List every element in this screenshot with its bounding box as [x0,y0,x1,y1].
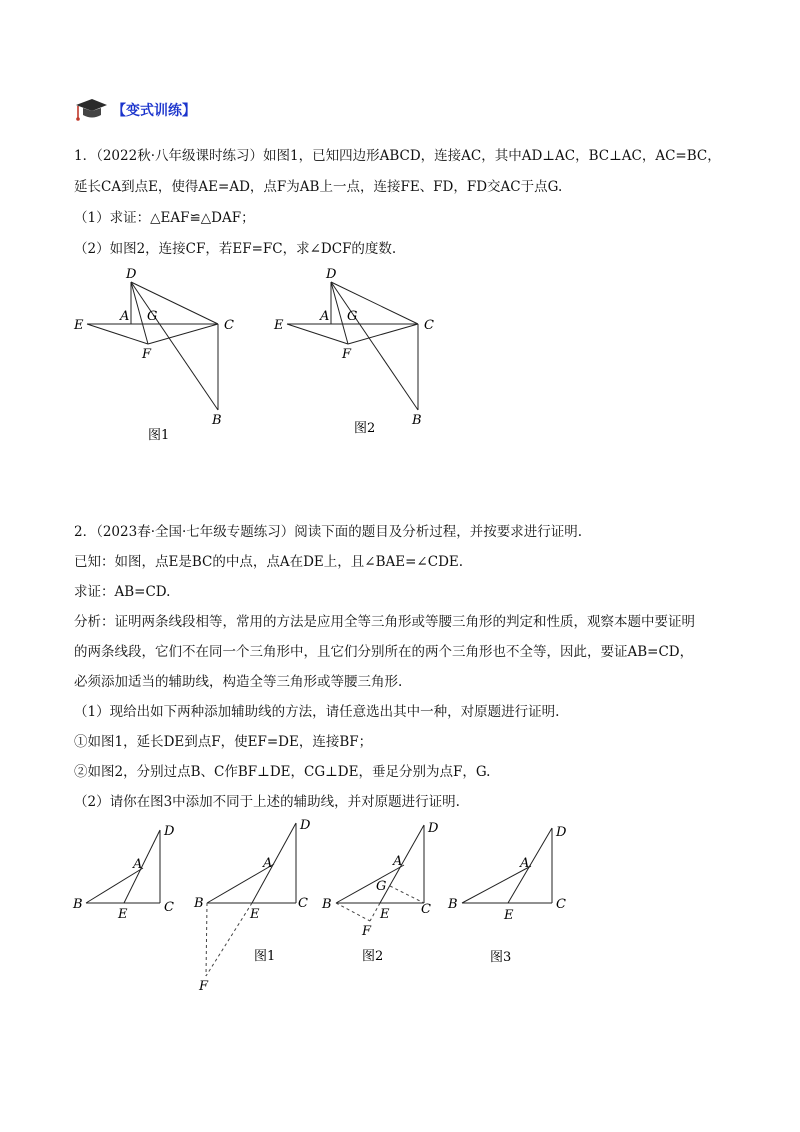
p2-figure2 [318,820,448,970]
p2-given: 已知：如图，点E是BC的中点，点A在DE上，且∠BAE=∠CDE. [74,554,464,570]
p2-figure1-caption: 图1 [254,949,276,964]
point-label-D: D [556,825,567,840]
p2-figure2-caption: 图2 [362,949,384,964]
point-label-B: B [412,413,422,428]
p2-analysis2: 的两条线段，它们不在同一个三角形中，且它们分别所在的两个三角形也不全等，因此，要证AB=CD， [74,644,694,660]
point-label-E: E [274,318,284,333]
point-label-C: C [298,896,308,911]
point-label-C: C [224,318,234,333]
point-label-A: A [120,309,130,324]
point-label-G: G [376,879,387,894]
point-label-F: F [199,979,209,994]
point-label-A: A [133,857,143,872]
point-label-B: B [448,897,458,912]
point-label-C: C [164,900,174,915]
p2-line1: 2．（2023春·全国·七年级专题练习）阅读下面的题目及分析过程，并按要求进行证明. [74,524,583,540]
section-title: 【变式训练】 [112,103,196,119]
graduation-cap-icon [74,96,108,122]
p1-question2: （2）如图2，连接CF，若EF=FC，求∠DCF的度数. [74,241,397,257]
point-label-B: B [73,897,83,912]
p1-question1: （1）求证：△EAF≌△DAF； [74,210,255,226]
p2-figure-base [70,820,190,930]
point-label-F: F [342,347,352,362]
section-header [74,96,196,122]
p1-line2: 延长CA到点E，使得AE=AD，点F为AB上一点，连接FE、FD，FD交AC于点G. [74,179,563,195]
point-label-C: C [421,902,431,917]
p1-figure1-caption: 图1 [148,428,170,443]
p1-figure1 [70,262,270,442]
point-label-E: E [118,907,128,922]
p1-figure2-caption: 图2 [354,421,376,436]
point-label-E: E [250,907,260,922]
p1-figure2 [270,262,470,442]
point-label-D: D [428,821,439,836]
point-label-F: F [362,924,372,939]
point-label-E: E [74,318,84,333]
point-label-B: B [194,896,204,911]
p2-analysis3: 必须添加适当的辅助线，构造全等三角形或等腰三角形. [74,674,403,690]
point-label-G: G [347,309,358,324]
point-label-A: A [520,856,530,871]
point-label-D: D [126,267,137,282]
point-label-A: A [320,309,330,324]
point-label-A: A [263,856,273,871]
point-label-D: D [300,818,311,833]
point-label-B: B [322,897,332,912]
p2-analysis1: 分析：证明两条线段相等，常用的方法是应用全等三角形或等腰三角形的判定和性质，观察本题中要证明 [74,614,695,630]
p2-figure3 [444,820,574,970]
p1-line1: 1．（2022秋·八年级课时练习）如图1，已知四边形ABCD，连接AC，其中AD⊥AC，BC⊥AC，AC=BC， [74,148,721,164]
point-label-D: D [326,267,337,282]
p2-figure3-caption: 图3 [490,950,512,965]
point-label-B: B [212,413,222,428]
p2-option1: ①如图1，延长DE到点F，使EF=DE，连接BF； [74,734,373,750]
point-label-E: E [504,908,514,923]
point-label-F: F [142,347,152,362]
point-label-C: C [424,318,434,333]
p2-figure1 [190,815,330,995]
p2-prove: 求证：AB=CD. [74,584,171,600]
point-label-C: C [556,897,566,912]
point-label-A: A [393,854,403,869]
p2-question2: （2）请你在图3中添加不同于上述的辅助线，并对原题进行证明. [74,794,460,810]
p2-option2: ②如图2，分别过点B、C作BF⊥DE，CG⊥DE，垂足分别为点F，G. [74,764,491,780]
point-label-E: E [380,907,390,922]
p2-question1: （1）现给出如下两种添加辅助线的方法，请任意选出其中一种，对原题进行证明. [74,704,560,720]
point-label-D: D [164,824,175,839]
point-label-G: G [147,309,158,324]
